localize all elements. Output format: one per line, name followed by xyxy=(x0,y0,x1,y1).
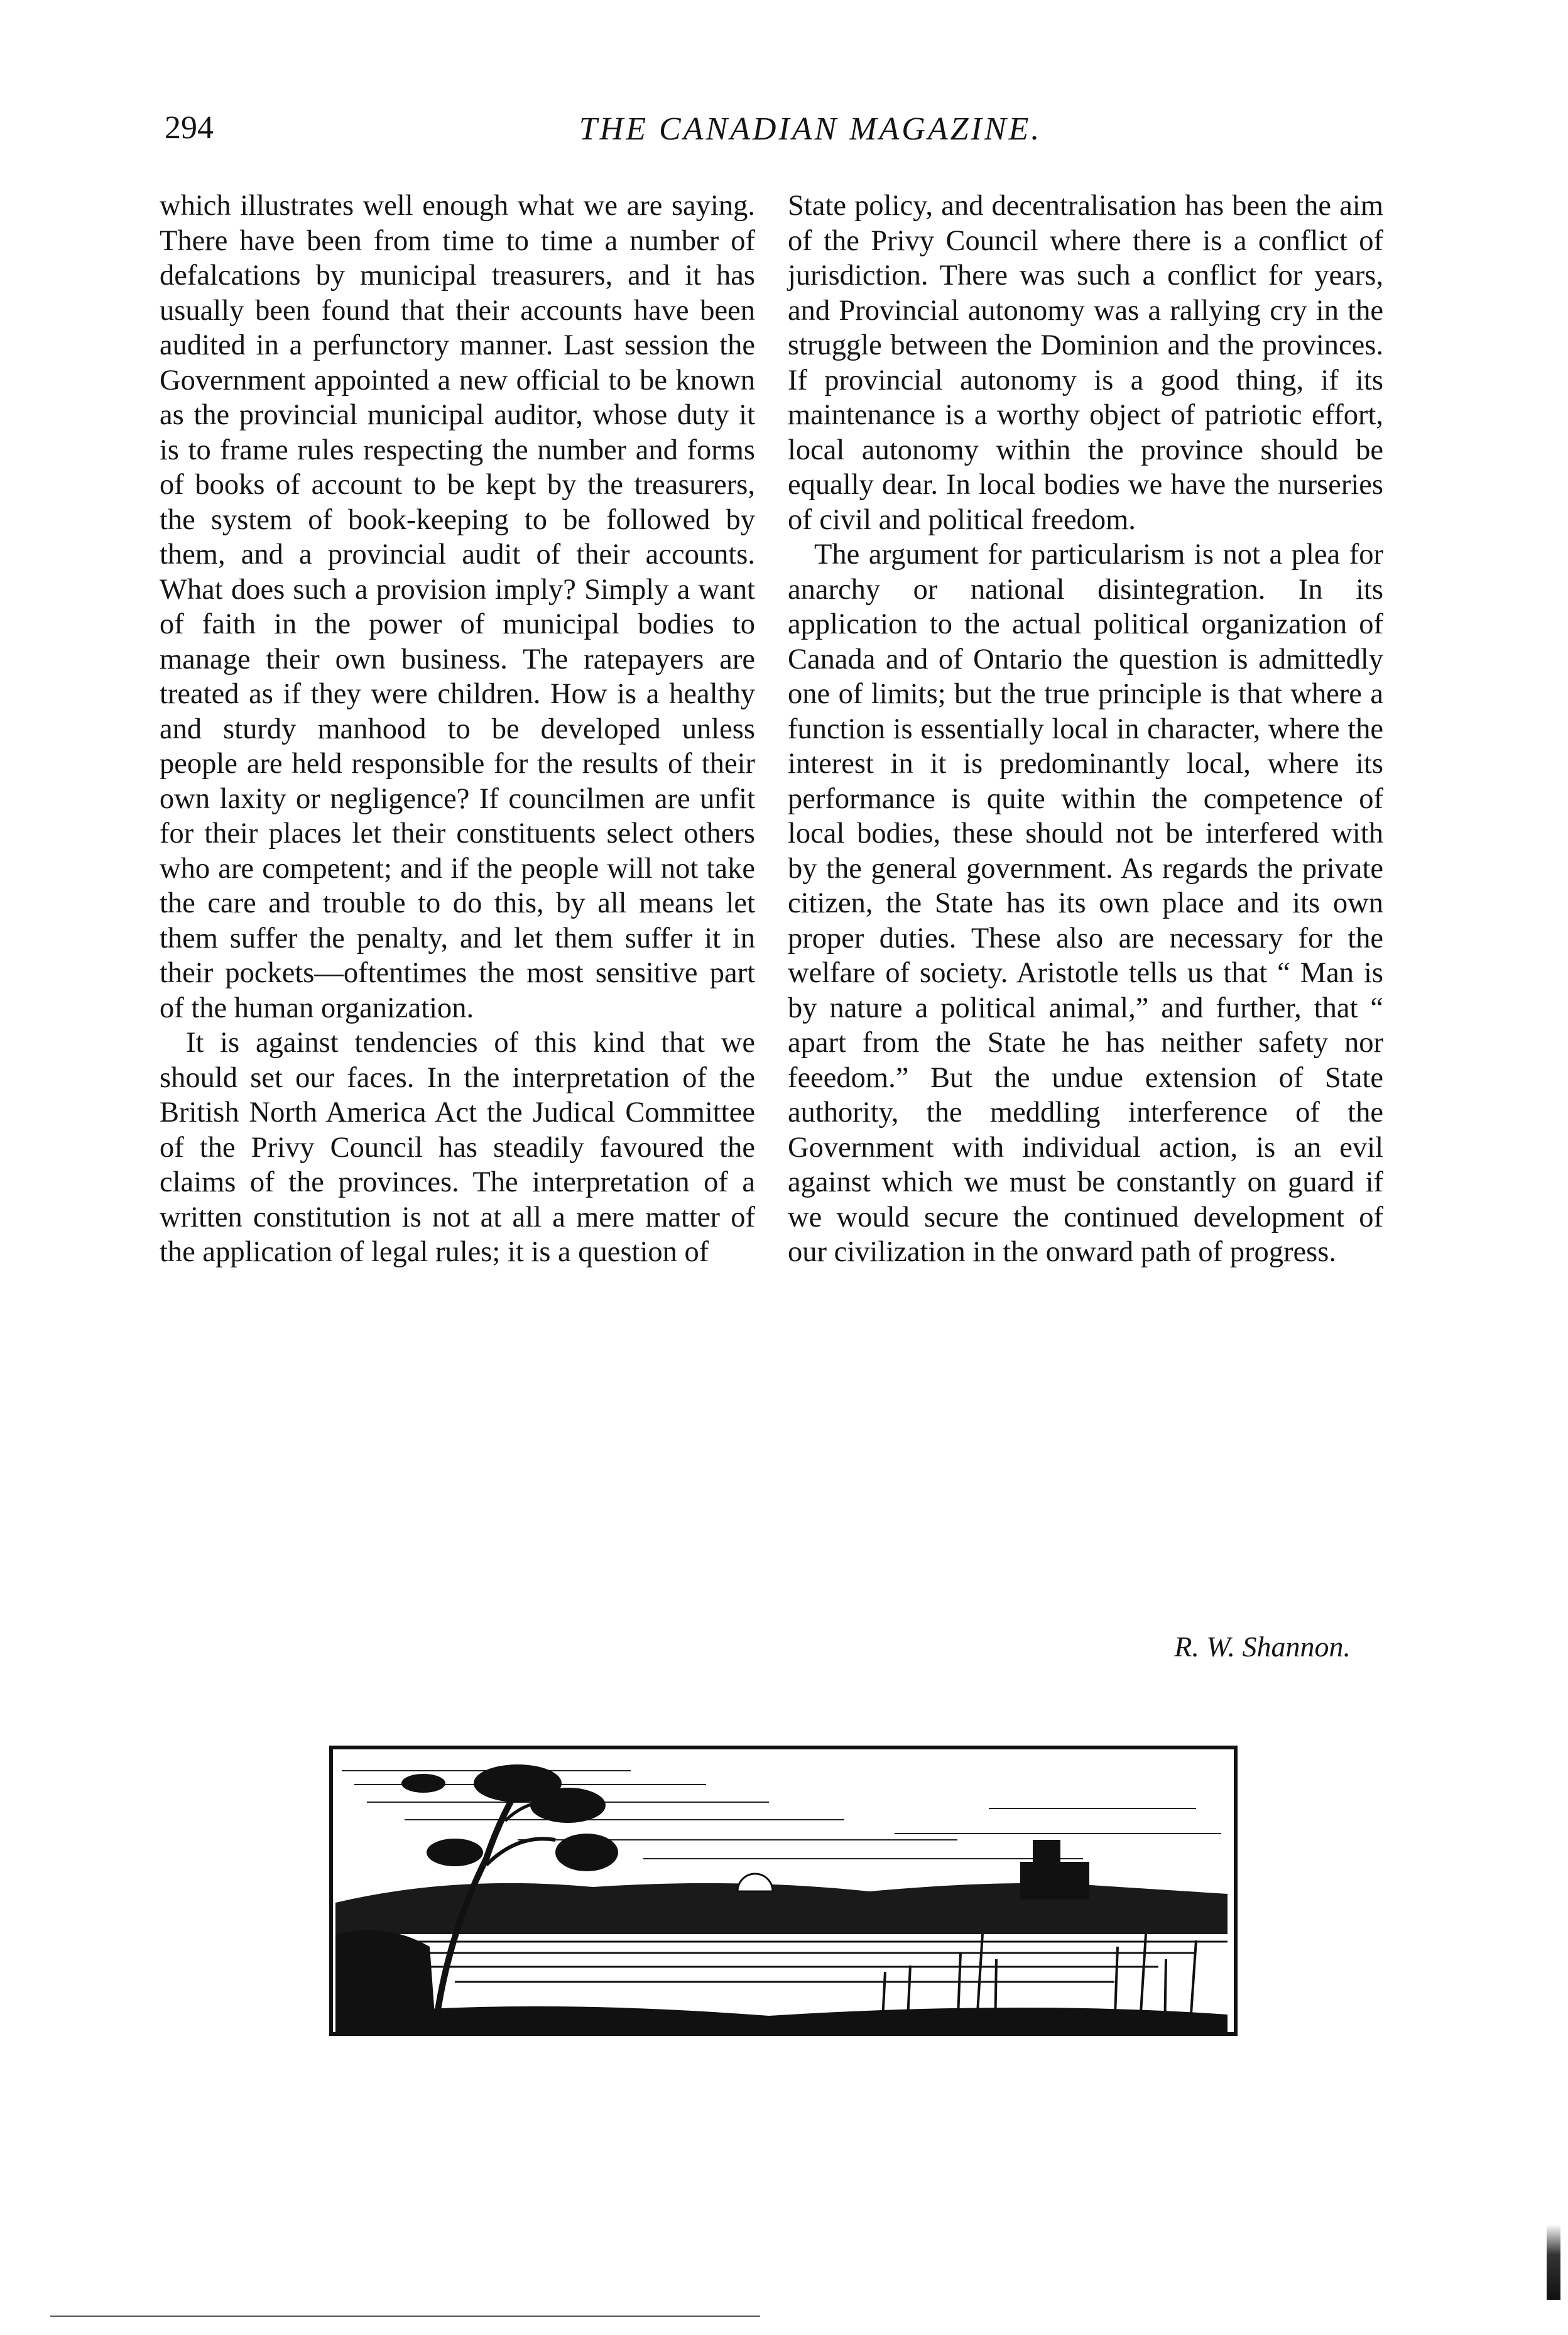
bottom-rule xyxy=(50,2316,760,2317)
edge-mark xyxy=(1547,2224,1560,2300)
paragraph: State policy, and decentralisation has been the aim of the Privy Council where there is a conflict of jurisdiction. There was such a conflict for years, and Provincial autonomy was a rallying cry in the struggle between the Dominion and the provinces. If provincial autonomy is a good thing, if its maintenance is a worthy object of patriotic effort, local autonomy within the province should be equally dear. In local bodies we have the nurseries of civil and political freedom. xyxy=(788,190,1383,536)
article-column-right xyxy=(788,189,1383,1270)
paragraph: which illustrates well enough what we are saying. There have been from time to time a number of defalcations by municipal treasurers, and it has usually been found that their accounts have been audited in a perfunctory manner. Last session the Government appointed a new official to be known as the provincial municipal auditor, whose duty it is to frame rules respecting the number and forms of books of account to be kept by the treasurers, the system of book-keeping to be followed by them, and a provincial audit of their accounts. What does such a provision imply? Simply a want of faith in the power of municipal bodies to manage their own business. The ratepayers are treated as if they were children. How is a healthy and sturdy manhood to be developed unless people are held responsible for the results of their own laxity or negligence? If councilmen are unfit for their places let their constituents select others who are competent; and if the people will not take the care and trouble to do this, by all means let them suffer the penalty, and let them suffer it in their pockets—oftentimes the most sensitive part of the human organization. xyxy=(160,190,755,1024)
landscape-engraving-icon xyxy=(329,1746,1238,2036)
page-number: 294 xyxy=(165,110,214,146)
author-signature: R. W. Shannon. xyxy=(1174,1631,1351,1663)
running-head: THE CANADIAN MAGAZINE. xyxy=(579,111,1042,147)
paragraph: The argument for particularism is not a plea for anarchy or national disintegration. In its application to the actual political organization of Canada and of Ontario the question is admittedly one of limits; but the true principle is that where a function is essentially local in character, where the interest in it is predominantly local, where its performance is quite within the competence of local bodies, these should not be interfered with by the general government. As regards the private citizen, the State has its own place and its own proper duties. These also are necessary for the welfare of society. Aristotle tells us that “ Man is by nature a political animal,” and further, that “ apart from the State he has neither safety nor feeedom.” But the undue extension of State authority, the meddling interference of the Government with individual action, is an evil against which we must be constantly on guard if we would secure the continued development of our civilization in the onward path of progress. xyxy=(788,539,1383,1268)
paragraph: It is against tendencies of this kind that we should set our faces. In the interpretation of the British North America Act the Judical Committee of the Privy Council has steadily favoured the claims of the provinces. The interpretation of a written constitution is not at all a mere matter of the application of legal rules; it is a question of xyxy=(160,1027,755,1268)
article-column-left xyxy=(160,189,755,1270)
